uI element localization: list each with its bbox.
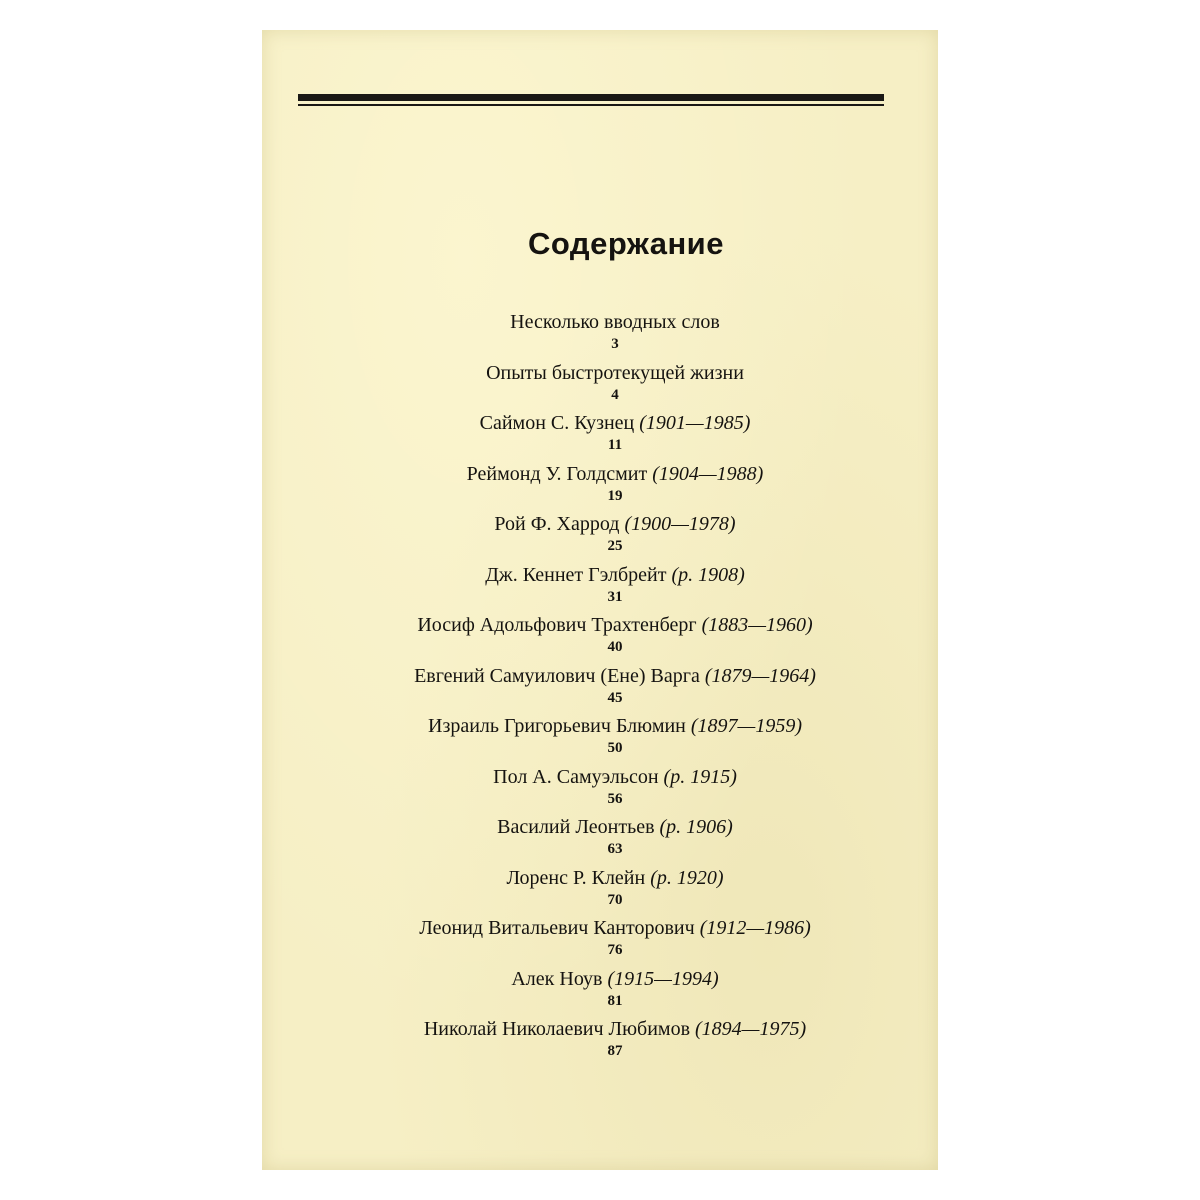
- toc-entry-page: 31: [607, 588, 623, 605]
- toc-entry-name: Реймонд У. Голдсмит: [466, 462, 648, 485]
- toc-entry-page: 81: [607, 992, 623, 1009]
- toc-entry-name: Саймон С. Кузнец: [479, 412, 635, 434]
- toc-entry-name: Опыты быстротекущей жизни: [486, 361, 744, 384]
- toc-entry: [314, 562, 916, 613]
- toc-entry-dates: (1897—1959): [690, 715, 802, 737]
- toc-entry-name: Израиль Григорьевич Блюмин: [428, 715, 686, 737]
- toc-entry-dates: (1894—1975): [695, 1018, 807, 1040]
- toc-entry-name: Пол А. Самуэльсон: [493, 765, 659, 788]
- header-rule-thick: [298, 94, 884, 101]
- toc-entry: [314, 663, 916, 714]
- toc-entry-dates: (1915—1994): [607, 967, 719, 990]
- toc-entry-page: 4: [611, 386, 619, 403]
- toc-entry: [314, 461, 916, 512]
- table-of-contents: [314, 309, 916, 1067]
- toc-entry-page: 25: [607, 538, 623, 554]
- toc-entry-name: Леонид Витальевич Канторович: [419, 917, 695, 939]
- toc-entry: [314, 814, 916, 865]
- toc-entry-page: 11: [607, 437, 623, 453]
- toc-entry-dates: (р. 1908): [671, 563, 745, 586]
- toc-entry-dates: (1900—1978): [624, 513, 736, 535]
- page-title: Содержание: [528, 226, 724, 261]
- toc-entry-name: Иосиф Адольфович Трахтенберг: [417, 614, 697, 636]
- toc-entry-dates: (1912—1986): [699, 917, 811, 939]
- toc-entry-dates: (1901—1985): [639, 412, 751, 434]
- toc-entry: [314, 612, 916, 663]
- toc-entry-page: 50: [607, 740, 623, 756]
- toc-entry: [314, 360, 916, 411]
- toc-entry-dates: (р. 1920): [650, 866, 724, 889]
- toc-entry: [314, 764, 916, 815]
- toc-entry-name: Рой Ф. Харрод: [494, 513, 620, 535]
- toc-entry-page: 76: [607, 942, 623, 958]
- toc-entry-name: Василий Леонтьев: [497, 816, 655, 838]
- book-page: [262, 30, 938, 1170]
- toc-entry-name: Алек Ноув: [511, 967, 603, 990]
- toc-entry-dates: (р. 1915): [663, 765, 737, 788]
- toc-entry-page: 19: [607, 487, 623, 504]
- toc-entry-page: 63: [607, 841, 623, 857]
- toc-entry-dates: (1883—1960): [701, 614, 813, 636]
- toc-entry-name: Лоренс Р. Клейн: [506, 866, 646, 889]
- toc-entry-name: Евгений Самуилович (Ене) Варга: [414, 664, 700, 687]
- toc-entry-name: Николай Николаевич Любимов: [423, 1018, 691, 1040]
- toc-entry-dates: (1879—1964): [704, 664, 816, 687]
- toc-entry: [314, 713, 916, 764]
- toc-entry: [314, 511, 916, 562]
- toc-entry-page: 70: [607, 891, 623, 908]
- toc-entry-dates: (1904—1988): [652, 462, 764, 485]
- toc-entry: [314, 309, 916, 360]
- toc-entry-page: 87: [607, 1043, 623, 1059]
- toc-entry-page: 40: [607, 639, 623, 655]
- toc-entry-page: 56: [607, 790, 623, 807]
- toc-entry: [314, 410, 916, 461]
- header-rule-thin: [298, 104, 884, 106]
- toc-entry-name: Несколько вводных слов: [510, 311, 720, 333]
- toc-entry-page: 45: [607, 689, 623, 706]
- toc-entry: [314, 865, 916, 916]
- toc-entry-name: Дж. Кеннет Гэлбрейт: [485, 563, 667, 586]
- toc-entry: [314, 1016, 916, 1067]
- toc-entry: [314, 966, 916, 1017]
- toc-entry: [314, 915, 916, 966]
- toc-entry-dates: (р. 1906): [659, 816, 733, 838]
- toc-entry-page: 3: [611, 336, 619, 352]
